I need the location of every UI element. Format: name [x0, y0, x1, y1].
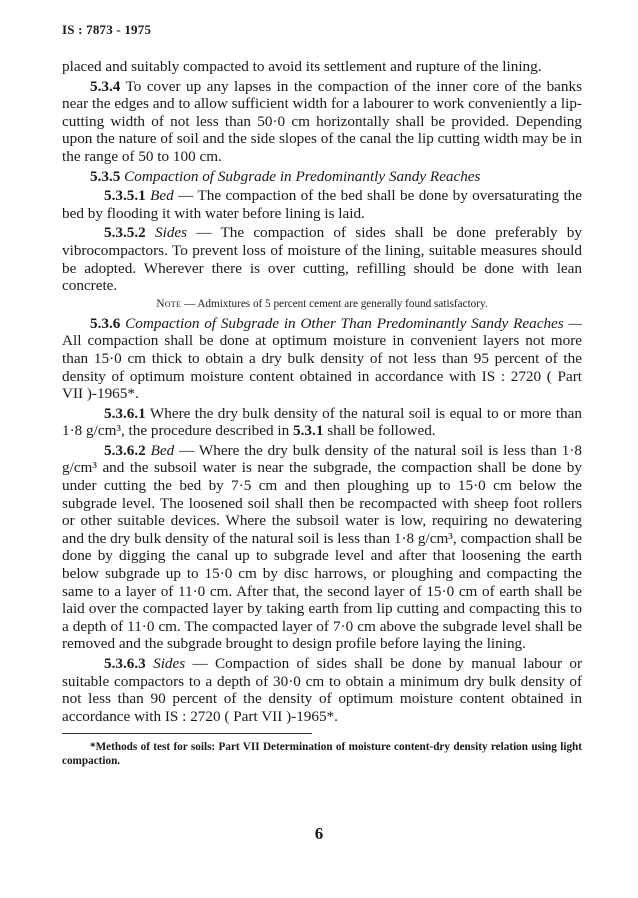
clause-text: All compaction shall be done at optimum moisture in convenient layers not more than 15·0 cm thick to obtain a dry bulk density of not less than 95 percent of the density of optimum moisture content obtained in accordance with IS : 2720 ( Part VII )-1965*.	[62, 332, 582, 403]
footnote-divider	[62, 733, 312, 734]
clause-text: Where the dry bulk density of the natural soil is equal to or more than 1·8 g/cm³, the procedure described in	[62, 404, 582, 440]
paragraph-continuation: placed and suitably compacted to avoid its settlement and rupture of the lining.	[62, 58, 542, 75]
note-label: Note	[156, 297, 182, 310]
clause-number: 5.3.6.1	[104, 404, 146, 422]
clause-dash: —	[185, 655, 215, 672]
clause-reference: 5.3.1	[293, 422, 324, 440]
clause-5-3-6-1	[62, 405, 582, 440]
clause-text: Where the dry bulk density of the natural soil is less than 1·8 g/cm³ and the subsoil water is near the subgrade, the compaction shall be done by under cutting the bed by 7·5 cm and then ploughing up to 15·0 cm below the subgrade level. The loosened soil shall then be recompacted with sheep foot rollers or other suitable devices. Where the subsoil water is low, requiring no dewatering and the dry bulk density of the natural soil is less than 1·8 g/cm³, compaction shall be done by digging the canal up to subgrade level and after that loosening the earth below subgrade up to 15·0 cm by disc harrows, or ploughing and compacting the same to a layer of 11·0 cm. After that, the second layer of 15·0 cm of earth shall be laid over the compacted layer by taking earth from lip cutting and compacting this to a depth of 11·0 cm. The compacted layer of 7·0 cm above the subgrade level shall be removed and the subgrade brought to design profile before laying the lining.	[62, 441, 583, 653]
clause-text-end: shall be followed.	[323, 422, 436, 440]
clause-number: 5.3.5	[90, 167, 121, 185]
clause-number: 5.3.6.2	[104, 441, 146, 459]
footnote: *Methods of test for soils: Part VII Determination of moisture content-dry density relation using light compaction.	[62, 741, 582, 768]
clause-dash: —	[173, 187, 198, 205]
clause-text: The compaction of sides shall be done preferably by vibrocompactors. To prevent loss of moisture of the lining, suitable measures should be adopted. Wherever there is over cutting, refilling should be done with lean concrete.	[62, 224, 582, 295]
clause-heading: Sides	[153, 655, 186, 672]
clause-5-3-4	[62, 78, 582, 166]
clause-number: 5.3.6	[90, 314, 121, 332]
clause-heading: Sides	[155, 224, 188, 242]
clause-5-3-5-2	[62, 224, 582, 294]
clause-5-3-5	[62, 168, 582, 186]
clause-number: 5.3.6.3	[104, 655, 146, 672]
clause-heading: Compaction of Subgrade in Predominantly Sandy Reaches	[124, 167, 481, 185]
clause-dash: —	[174, 441, 199, 459]
clause-number: 5.3.4	[90, 77, 121, 95]
document-body	[62, 58, 582, 770]
clause-dash: —	[187, 224, 221, 242]
clause-text: Compaction of sides shall be done by manual labour or suitable compactors to a depth of 30·0 cm to obtain a minimum dry bulk density of not less than 90 percent of the density of optimum moisture content obtained in accordance with IS : 2720 ( Part VII )-1965*.	[62, 655, 583, 725]
note-text: — Admixtures of 5 percent cement are generally found satisfactory.	[181, 297, 488, 310]
clause-heading: Bed	[150, 187, 174, 205]
clause-heading: Compaction of Subgrade in Other Than Predominantly Sandy Reaches —	[125, 314, 582, 332]
clause-number: 5.3.5.2	[104, 224, 146, 242]
page-number: 6	[314, 824, 324, 843]
note	[62, 297, 582, 311]
clause-5-3-6	[62, 315, 582, 403]
clause-5-3-6-3	[62, 655, 582, 725]
clause-number: 5.3.5.1	[104, 187, 146, 205]
clause-heading: Bed	[150, 441, 175, 459]
standard-number-header: IS : 7873 - 1975	[62, 22, 152, 37]
clause-text: To cover up any lapses in the compaction of the inner core of the banks near the edges and to allow sufficient width for a labourer to work conveniently a lip-cutting width of not less than 50·0 cm horizontally shall be provided. Depending upon the nature of soil and the side slopes of the canal the lip cutting width may be in the range of 50 to 100 cm.	[62, 77, 583, 165]
clause-5-3-6-2	[62, 442, 582, 653]
clause-5-3-5-1	[62, 187, 582, 222]
clause-text: The compaction of the bed shall be done by oversaturating the bed by flooding it with water before lining is laid.	[62, 187, 582, 222]
